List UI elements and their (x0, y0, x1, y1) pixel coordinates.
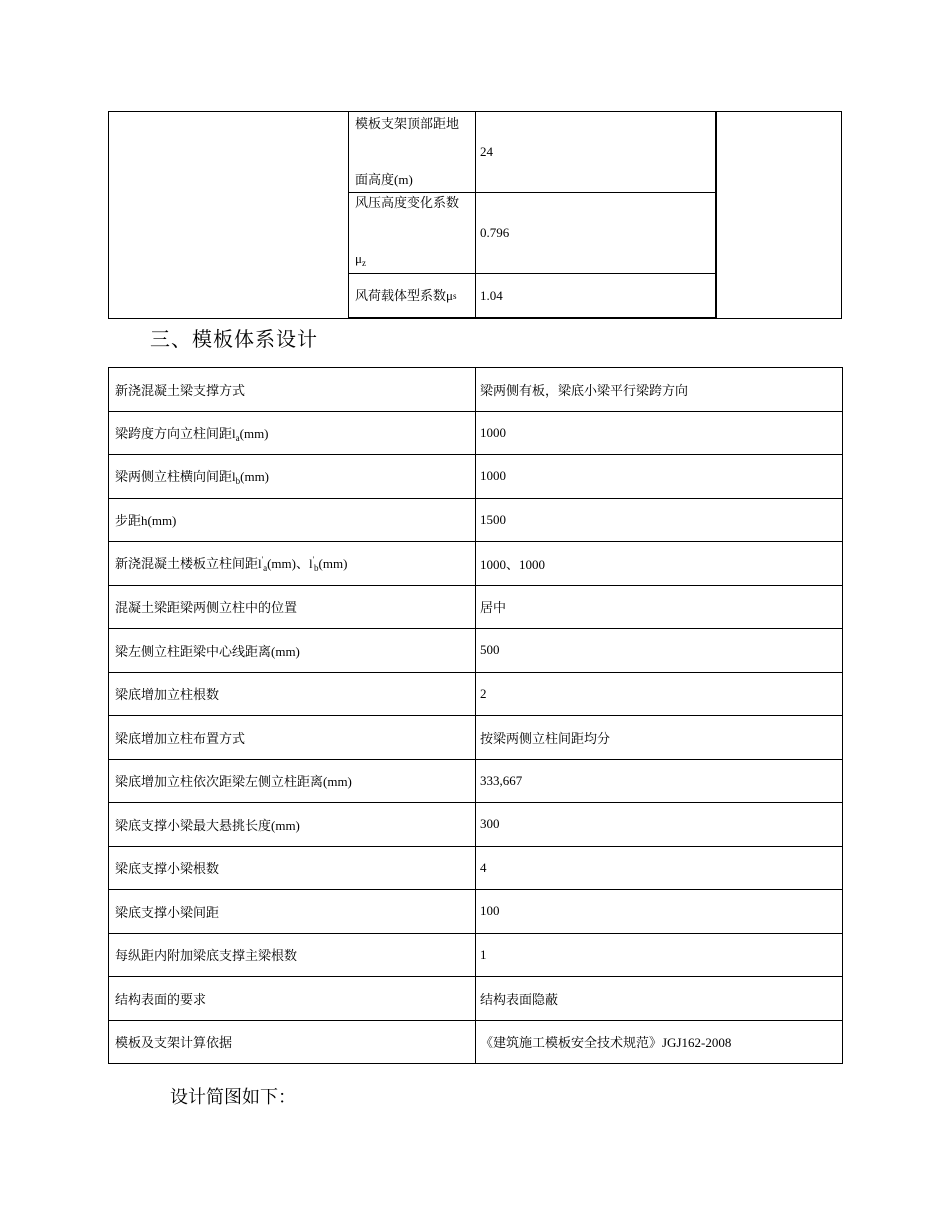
table-cell-value: 333,667 (476, 759, 843, 803)
table-cell-label: 梁两侧立柱横向间距$l_b(mm)$ (109, 455, 476, 499)
table-blank-cell-left (109, 112, 349, 318)
table-row (109, 585, 843, 629)
table-cell-value: 300 (476, 803, 843, 847)
table-cell-label: 梁底增加立柱依次距梁左侧立柱距离(mm) (109, 759, 476, 803)
table-row (349, 112, 715, 193)
table-cell-value: 梁两侧有板，梁底小梁平行梁跨方向 (476, 368, 843, 412)
table-cell-label: 新浇混凝土梁支撑方式 (109, 368, 476, 412)
table-cell-label: 梁左侧立柱距梁中心线距离(mm) (109, 629, 476, 673)
section-heading: 三、模板体系设计 (150, 329, 318, 351)
table-row (109, 672, 843, 716)
table-cell-value: 24 (480, 144, 493, 159)
table-cell-value: 100 (476, 890, 843, 934)
table-cell-label: 模板及支架计算依据 (109, 1020, 476, 1064)
table-cell-value: 按梁两侧立柱间距均分 (476, 716, 843, 760)
table-row (109, 977, 843, 1021)
table-blank-cell-right (715, 112, 841, 318)
wind-load-table (108, 111, 842, 319)
table-row (109, 759, 843, 803)
table-cell-label: 新浇混凝土楼板立柱间距$l'_a(mm)$、$l'_b(mm)$ (109, 542, 476, 586)
table-row (109, 368, 843, 412)
table-cell-label: 梁底支撑小梁间距 (109, 890, 476, 934)
table-row (349, 193, 715, 274)
table-cell-label: 风荷载体型系数μ s (349, 274, 476, 317)
table-row (109, 542, 843, 586)
table-cell-value: 2 (476, 672, 843, 716)
table-cell-value: 1 (476, 933, 843, 977)
table-row (109, 498, 843, 542)
formwork-design-table (108, 367, 843, 1064)
table-cell-value: 1500 (476, 498, 843, 542)
table-cell-label: 梁底支撑小梁根数 (109, 846, 476, 890)
table-cell-label: 每纵距内附加梁底支撑主梁根数 (109, 933, 476, 977)
table-cell-value: 1.04 (480, 287, 503, 303)
table-cell-label: 模板支架顶部距地 面高度(m) (349, 112, 476, 192)
table-row (109, 455, 843, 499)
table-cell-value: 1000、1000 (476, 542, 843, 586)
table-cell-label: 梁底增加立柱根数 (109, 672, 476, 716)
table-cell-label: 梁底支撑小梁最大悬挑长度(mm) (109, 803, 476, 847)
table-row (349, 274, 715, 318)
table-row (109, 629, 843, 673)
table-cell-label: 混凝土梁距梁两侧立柱中的位置 (109, 585, 476, 629)
table-row (109, 933, 843, 977)
table-cell-value: 《建筑施工模板安全技术规范》JGJ162-2008 (476, 1020, 843, 1064)
table-cell-value: 居中 (476, 585, 843, 629)
table-cell-value: 1000 (476, 455, 843, 499)
table-row (109, 803, 843, 847)
table-cell-value: 4 (476, 846, 843, 890)
table-cell-value: 500 (476, 629, 843, 673)
figure-caption: 设计简图如下： (170, 1087, 296, 1107)
table-cell-label: 梁底增加立柱布置方式 (109, 716, 476, 760)
table-row (109, 716, 843, 760)
table-cell-value: 0.796 (480, 225, 510, 240)
table-row (109, 890, 843, 934)
table-cell-label: 结构表面的要求 (109, 977, 476, 1021)
table-row (109, 411, 843, 455)
table-cell-label: 步距h(mm) (109, 498, 476, 542)
table-row (109, 1020, 843, 1064)
table-row (109, 846, 843, 890)
table-cell-label: 梁跨度方向立柱间距$l_a(mm)$ (109, 411, 476, 455)
table-cell-value: 1000 (476, 411, 843, 455)
table-cell-label: 风压高度变化系数 $\mu_z$ (349, 193, 476, 273)
table-cell-value: 结构表面隐蔽 (476, 977, 843, 1021)
